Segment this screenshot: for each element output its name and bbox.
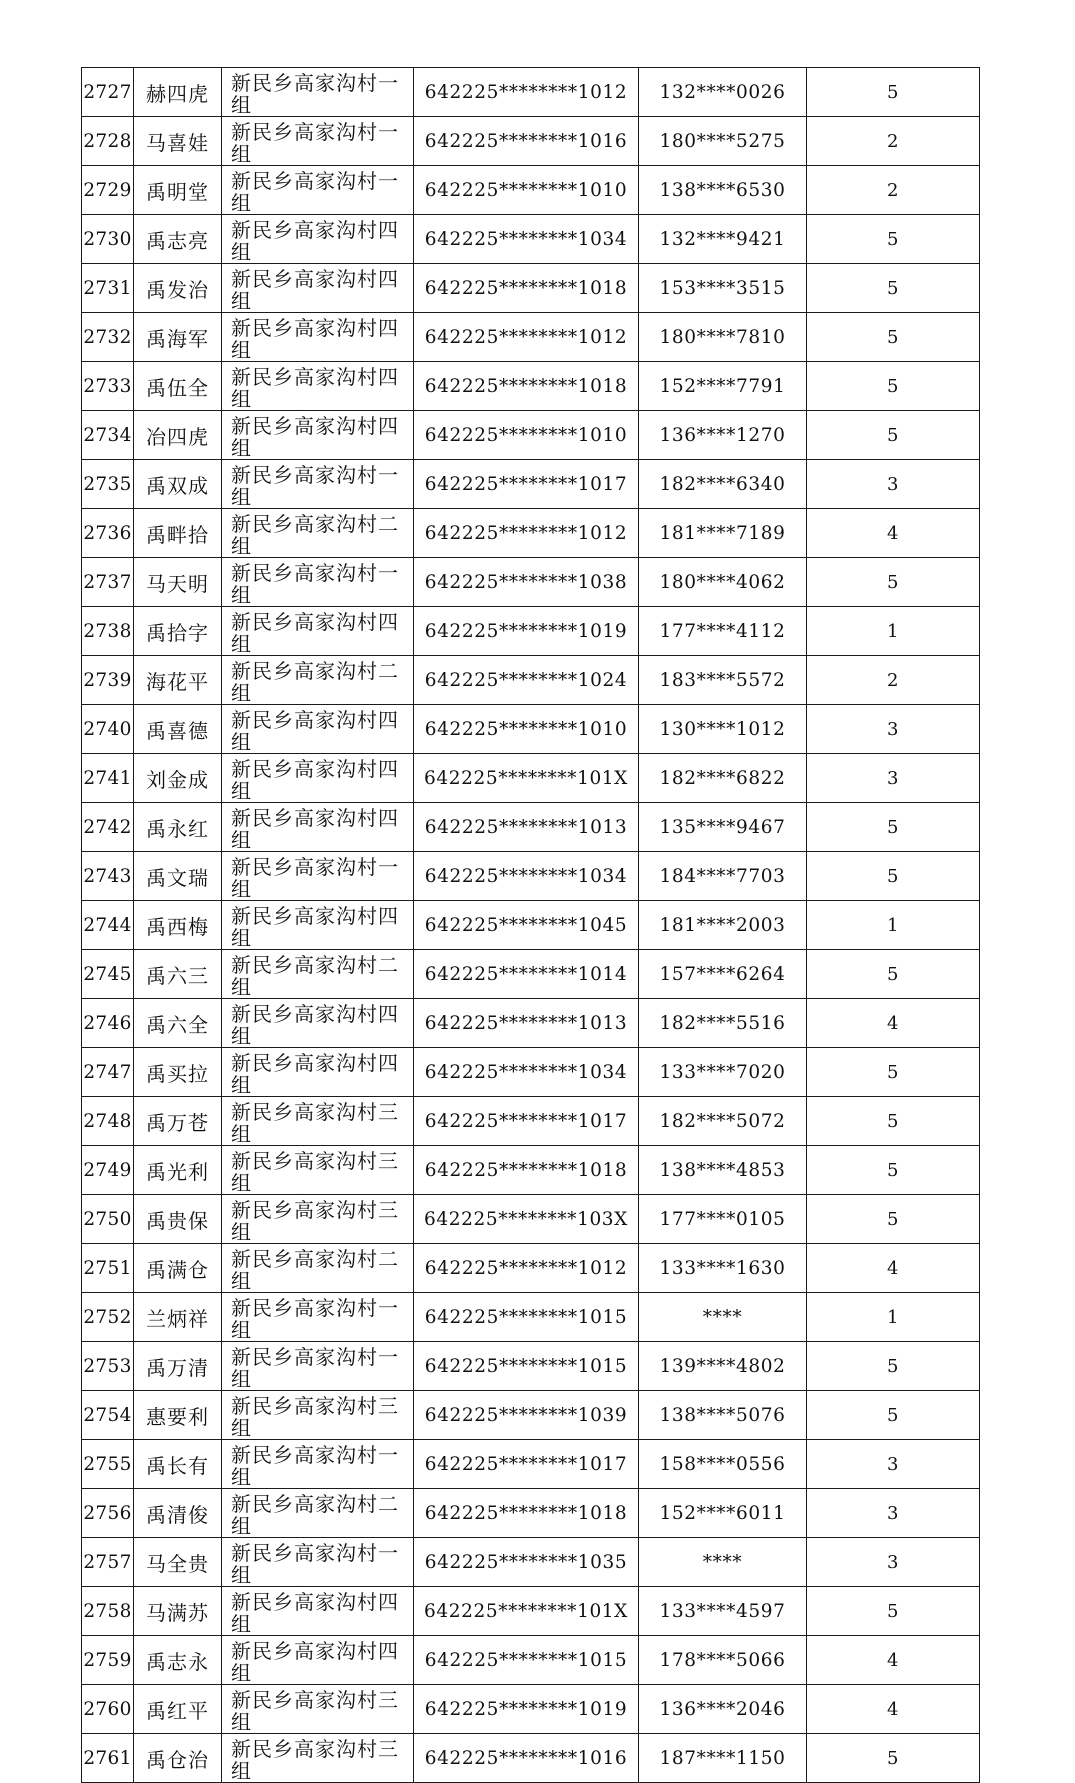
household-count-cell: 5: [807, 264, 980, 313]
person-name-cell: 禹万清: [134, 1342, 222, 1391]
phone-number-cell: 182****6340: [639, 460, 807, 509]
address-cell: 新民乡高家沟村一组: [222, 1440, 414, 1489]
address-cell: 新民乡高家沟村三组: [222, 1195, 414, 1244]
person-name-cell: 禹畔拾: [134, 509, 222, 558]
phone-number-cell: 132****9421: [639, 215, 807, 264]
id-number-cell: 642225********1018: [414, 264, 639, 313]
phone-number-cell: 138****6530: [639, 166, 807, 215]
row-number-cell: 2727: [82, 68, 134, 117]
person-name-cell: 赫四虎: [134, 68, 222, 117]
table-row: [82, 215, 980, 264]
person-name-cell: 惠要利: [134, 1391, 222, 1440]
id-number-cell: 642225********1012: [414, 509, 639, 558]
id-number-cell: 642225********1012: [414, 313, 639, 362]
household-count-cell: 2: [807, 166, 980, 215]
household-count-cell: 4: [807, 999, 980, 1048]
address-cell: 新民乡高家沟村四组: [222, 803, 414, 852]
row-number-cell: 2729: [82, 166, 134, 215]
row-number-cell: 2755: [82, 1440, 134, 1489]
phone-number-cell: 182****5072: [639, 1097, 807, 1146]
row-number-cell: 2743: [82, 852, 134, 901]
household-count-cell: 5: [807, 362, 980, 411]
person-name-cell: 刘金成: [134, 754, 222, 803]
household-count-cell: 3: [807, 460, 980, 509]
table-row: [82, 1048, 980, 1097]
address-cell: 新民乡高家沟村三组: [222, 1685, 414, 1734]
person-name-cell: 禹光利: [134, 1146, 222, 1195]
household-count-cell: 3: [807, 1440, 980, 1489]
phone-number-cell: 180****5275: [639, 117, 807, 166]
household-count-cell: 4: [807, 509, 980, 558]
address-cell: 新民乡高家沟村二组: [222, 950, 414, 999]
person-name-cell: 禹明堂: [134, 166, 222, 215]
household-count-cell: 5: [807, 411, 980, 460]
row-number-cell: 2753: [82, 1342, 134, 1391]
household-count-cell: 5: [807, 1391, 980, 1440]
row-number-cell: 2735: [82, 460, 134, 509]
id-number-cell: 642225********1034: [414, 852, 639, 901]
person-name-cell: 海花平: [134, 656, 222, 705]
phone-number-cell: 180****7810: [639, 313, 807, 362]
id-number-cell: 642225********1019: [414, 1685, 639, 1734]
address-cell: 新民乡高家沟村一组: [222, 68, 414, 117]
person-name-cell: 兰炳祥: [134, 1293, 222, 1342]
roster-table: [81, 67, 980, 1783]
id-number-cell: 642225********101X: [414, 1587, 639, 1636]
household-count-cell: 1: [807, 1293, 980, 1342]
address-cell: 新民乡高家沟村一组: [222, 117, 414, 166]
household-count-cell: 5: [807, 950, 980, 999]
address-cell: 新民乡高家沟村三组: [222, 1097, 414, 1146]
table-row: [82, 460, 980, 509]
household-count-cell: 5: [807, 1097, 980, 1146]
household-count-cell: 4: [807, 1244, 980, 1293]
id-number-cell: 642225********1019: [414, 607, 639, 656]
phone-number-cell: 152****6011: [639, 1489, 807, 1538]
person-name-cell: 禹六全: [134, 999, 222, 1048]
row-number-cell: 2750: [82, 1195, 134, 1244]
address-cell: 新民乡高家沟村四组: [222, 411, 414, 460]
household-count-cell: 1: [807, 901, 980, 950]
person-name-cell: 禹买拉: [134, 1048, 222, 1097]
id-number-cell: 642225********1034: [414, 215, 639, 264]
phone-number-cell: 184****7703: [639, 852, 807, 901]
address-cell: 新民乡高家沟村四组: [222, 313, 414, 362]
table-row: [82, 803, 980, 852]
table-row: [82, 754, 980, 803]
id-number-cell: 642225********1014: [414, 950, 639, 999]
id-number-cell: 642225********1016: [414, 117, 639, 166]
id-number-cell: 642225********1045: [414, 901, 639, 950]
phone-number-cell: ****: [639, 1538, 807, 1587]
id-number-cell: 642225********1024: [414, 656, 639, 705]
household-count-cell: 5: [807, 313, 980, 362]
address-cell: 新民乡高家沟村二组: [222, 509, 414, 558]
phone-number-cell: 152****7791: [639, 362, 807, 411]
row-number-cell: 2741: [82, 754, 134, 803]
id-number-cell: 642225********1018: [414, 362, 639, 411]
address-cell: 新民乡高家沟村三组: [222, 1734, 414, 1783]
row-number-cell: 2731: [82, 264, 134, 313]
table-row: [82, 362, 980, 411]
household-count-cell: 5: [807, 68, 980, 117]
phone-number-cell: 180****4062: [639, 558, 807, 607]
row-number-cell: 2732: [82, 313, 134, 362]
row-number-cell: 2744: [82, 901, 134, 950]
table-row: [82, 1636, 980, 1685]
person-name-cell: 禹伍全: [134, 362, 222, 411]
household-count-cell: 5: [807, 852, 980, 901]
table-row: [82, 1734, 980, 1783]
address-cell: 新民乡高家沟村二组: [222, 1244, 414, 1293]
phone-number-cell: 130****1012: [639, 705, 807, 754]
household-count-cell: 1: [807, 607, 980, 656]
phone-number-cell: 182****5516: [639, 999, 807, 1048]
id-number-cell: 642225********1012: [414, 68, 639, 117]
table-row: [82, 1195, 980, 1244]
phone-number-cell: 157****6264: [639, 950, 807, 999]
table-row: [82, 999, 980, 1048]
table-row: [82, 1538, 980, 1587]
table-row: [82, 1587, 980, 1636]
address-cell: 新民乡高家沟村一组: [222, 1293, 414, 1342]
table-row: [82, 1391, 980, 1440]
address-cell: 新民乡高家沟村四组: [222, 754, 414, 803]
table-row: [82, 1440, 980, 1489]
household-count-cell: 5: [807, 1195, 980, 1244]
roster-table-body: [82, 68, 980, 1783]
table-row: [82, 411, 980, 460]
person-name-cell: 禹喜德: [134, 705, 222, 754]
id-number-cell: 642225********1010: [414, 166, 639, 215]
row-number-cell: 2754: [82, 1391, 134, 1440]
address-cell: 新民乡高家沟村四组: [222, 215, 414, 264]
household-count-cell: 5: [807, 1734, 980, 1783]
id-number-cell: 642225********101X: [414, 754, 639, 803]
phone-number-cell: 153****3515: [639, 264, 807, 313]
table-row: [82, 607, 980, 656]
person-name-cell: 禹发治: [134, 264, 222, 313]
table-row: [82, 705, 980, 754]
id-number-cell: 642225********1010: [414, 411, 639, 460]
person-name-cell: 禹拾字: [134, 607, 222, 656]
address-cell: 新民乡高家沟村一组: [222, 1538, 414, 1587]
row-number-cell: 2748: [82, 1097, 134, 1146]
row-number-cell: 2738: [82, 607, 134, 656]
household-count-cell: 5: [807, 1146, 980, 1195]
phone-number-cell: 138****4853: [639, 1146, 807, 1195]
household-count-cell: 3: [807, 754, 980, 803]
address-cell: 新民乡高家沟村四组: [222, 1636, 414, 1685]
id-number-cell: 642225********1010: [414, 705, 639, 754]
phone-number-cell: 158****0556: [639, 1440, 807, 1489]
phone-number-cell: ****: [639, 1293, 807, 1342]
person-name-cell: 禹志永: [134, 1636, 222, 1685]
id-number-cell: 642225********1039: [414, 1391, 639, 1440]
household-count-cell: 4: [807, 1685, 980, 1734]
address-cell: 新民乡高家沟村四组: [222, 264, 414, 313]
address-cell: 新民乡高家沟村三组: [222, 1146, 414, 1195]
phone-number-cell: 133****1630: [639, 1244, 807, 1293]
table-row: [82, 509, 980, 558]
table-row: [82, 313, 980, 362]
phone-number-cell: 187****1150: [639, 1734, 807, 1783]
phone-number-cell: 133****7020: [639, 1048, 807, 1097]
address-cell: 新民乡高家沟村一组: [222, 166, 414, 215]
phone-number-cell: 132****0026: [639, 68, 807, 117]
id-number-cell: 642225********1017: [414, 1097, 639, 1146]
household-count-cell: 2: [807, 117, 980, 166]
id-number-cell: 642225********1015: [414, 1342, 639, 1391]
phone-number-cell: 177****0105: [639, 1195, 807, 1244]
table-row: [82, 901, 980, 950]
row-number-cell: 2733: [82, 362, 134, 411]
person-name-cell: 马满苏: [134, 1587, 222, 1636]
row-number-cell: 2728: [82, 117, 134, 166]
phone-number-cell: 135****9467: [639, 803, 807, 852]
address-cell: 新民乡高家沟村四组: [222, 1048, 414, 1097]
phone-number-cell: 183****5572: [639, 656, 807, 705]
id-number-cell: 642225********1016: [414, 1734, 639, 1783]
table-row: [82, 166, 980, 215]
address-cell: 新民乡高家沟村一组: [222, 1342, 414, 1391]
household-count-cell: 5: [807, 1587, 980, 1636]
person-name-cell: 马全贵: [134, 1538, 222, 1587]
address-cell: 新民乡高家沟村二组: [222, 1489, 414, 1538]
person-name-cell: 禹仓治: [134, 1734, 222, 1783]
row-number-cell: 2759: [82, 1636, 134, 1685]
id-number-cell: 642225********1038: [414, 558, 639, 607]
table-row: [82, 950, 980, 999]
row-number-cell: 2749: [82, 1146, 134, 1195]
address-cell: 新民乡高家沟村一组: [222, 558, 414, 607]
table-row: [82, 558, 980, 607]
phone-number-cell: 139****4802: [639, 1342, 807, 1391]
row-number-cell: 2751: [82, 1244, 134, 1293]
row-number-cell: 2739: [82, 656, 134, 705]
household-count-cell: 5: [807, 215, 980, 264]
person-name-cell: 禹西梅: [134, 901, 222, 950]
id-number-cell: 642225********1034: [414, 1048, 639, 1097]
row-number-cell: 2747: [82, 1048, 134, 1097]
row-number-cell: 2737: [82, 558, 134, 607]
row-number-cell: 2730: [82, 215, 134, 264]
id-number-cell: 642225********1018: [414, 1489, 639, 1538]
row-number-cell: 2745: [82, 950, 134, 999]
phone-number-cell: 177****4112: [639, 607, 807, 656]
address-cell: 新民乡高家沟村四组: [222, 607, 414, 656]
table-row: [82, 656, 980, 705]
id-number-cell: 642225********1017: [414, 460, 639, 509]
phone-number-cell: 133****4597: [639, 1587, 807, 1636]
row-number-cell: 2758: [82, 1587, 134, 1636]
id-number-cell: 642225********1013: [414, 999, 639, 1048]
person-name-cell: 冶四虎: [134, 411, 222, 460]
person-name-cell: 禹双成: [134, 460, 222, 509]
person-name-cell: 禹永红: [134, 803, 222, 852]
phone-number-cell: 178****5066: [639, 1636, 807, 1685]
id-number-cell: 642225********1018: [414, 1146, 639, 1195]
row-number-cell: 2752: [82, 1293, 134, 1342]
id-number-cell: 642225********1035: [414, 1538, 639, 1587]
row-number-cell: 2742: [82, 803, 134, 852]
table-row: [82, 1293, 980, 1342]
row-number-cell: 2757: [82, 1538, 134, 1587]
phone-number-cell: 181****7189: [639, 509, 807, 558]
address-cell: 新民乡高家沟村二组: [222, 656, 414, 705]
table-row: [82, 264, 980, 313]
row-number-cell: 2760: [82, 1685, 134, 1734]
id-number-cell: 642225********1013: [414, 803, 639, 852]
person-name-cell: 禹长有: [134, 1440, 222, 1489]
household-count-cell: 3: [807, 705, 980, 754]
phone-number-cell: 181****2003: [639, 901, 807, 950]
table-row: [82, 1146, 980, 1195]
id-number-cell: 642225********1012: [414, 1244, 639, 1293]
address-cell: 新民乡高家沟村四组: [222, 999, 414, 1048]
person-name-cell: 禹志亮: [134, 215, 222, 264]
household-count-cell: 3: [807, 1538, 980, 1587]
row-number-cell: 2736: [82, 509, 134, 558]
table-row: [82, 1244, 980, 1293]
address-cell: 新民乡高家沟村一组: [222, 460, 414, 509]
household-count-cell: 3: [807, 1489, 980, 1538]
household-count-cell: 5: [807, 558, 980, 607]
table-row: [82, 117, 980, 166]
person-name-cell: 禹清俊: [134, 1489, 222, 1538]
row-number-cell: 2756: [82, 1489, 134, 1538]
phone-number-cell: 136****2046: [639, 1685, 807, 1734]
person-name-cell: 禹满仓: [134, 1244, 222, 1293]
address-cell: 新民乡高家沟村四组: [222, 901, 414, 950]
row-number-cell: 2746: [82, 999, 134, 1048]
person-name-cell: 禹万苍: [134, 1097, 222, 1146]
phone-number-cell: 138****5076: [639, 1391, 807, 1440]
row-number-cell: 2761: [82, 1734, 134, 1783]
person-name-cell: 禹贵保: [134, 1195, 222, 1244]
address-cell: 新民乡高家沟村四组: [222, 1587, 414, 1636]
id-number-cell: 642225********1017: [414, 1440, 639, 1489]
household-count-cell: 5: [807, 803, 980, 852]
table-row: [82, 1685, 980, 1734]
table-row: [82, 1097, 980, 1146]
row-number-cell: 2740: [82, 705, 134, 754]
person-name-cell: 马天明: [134, 558, 222, 607]
id-number-cell: 642225********1015: [414, 1293, 639, 1342]
table-row: [82, 852, 980, 901]
table-row: [82, 68, 980, 117]
person-name-cell: 马喜娃: [134, 117, 222, 166]
phone-number-cell: 182****6822: [639, 754, 807, 803]
person-name-cell: 禹海军: [134, 313, 222, 362]
id-number-cell: 642225********103X: [414, 1195, 639, 1244]
person-name-cell: 禹六三: [134, 950, 222, 999]
household-count-cell: 5: [807, 1048, 980, 1097]
id-number-cell: 642225********1015: [414, 1636, 639, 1685]
table-row: [82, 1489, 980, 1538]
household-count-cell: 5: [807, 1342, 980, 1391]
address-cell: 新民乡高家沟村四组: [222, 705, 414, 754]
address-cell: 新民乡高家沟村三组: [222, 1391, 414, 1440]
address-cell: 新民乡高家沟村四组: [222, 362, 414, 411]
person-name-cell: 禹红平: [134, 1685, 222, 1734]
household-count-cell: 4: [807, 1636, 980, 1685]
person-name-cell: 禹文瑞: [134, 852, 222, 901]
household-count-cell: 2: [807, 656, 980, 705]
row-number-cell: 2734: [82, 411, 134, 460]
address-cell: 新民乡高家沟村一组: [222, 852, 414, 901]
phone-number-cell: 136****1270: [639, 411, 807, 460]
table-row: [82, 1342, 980, 1391]
